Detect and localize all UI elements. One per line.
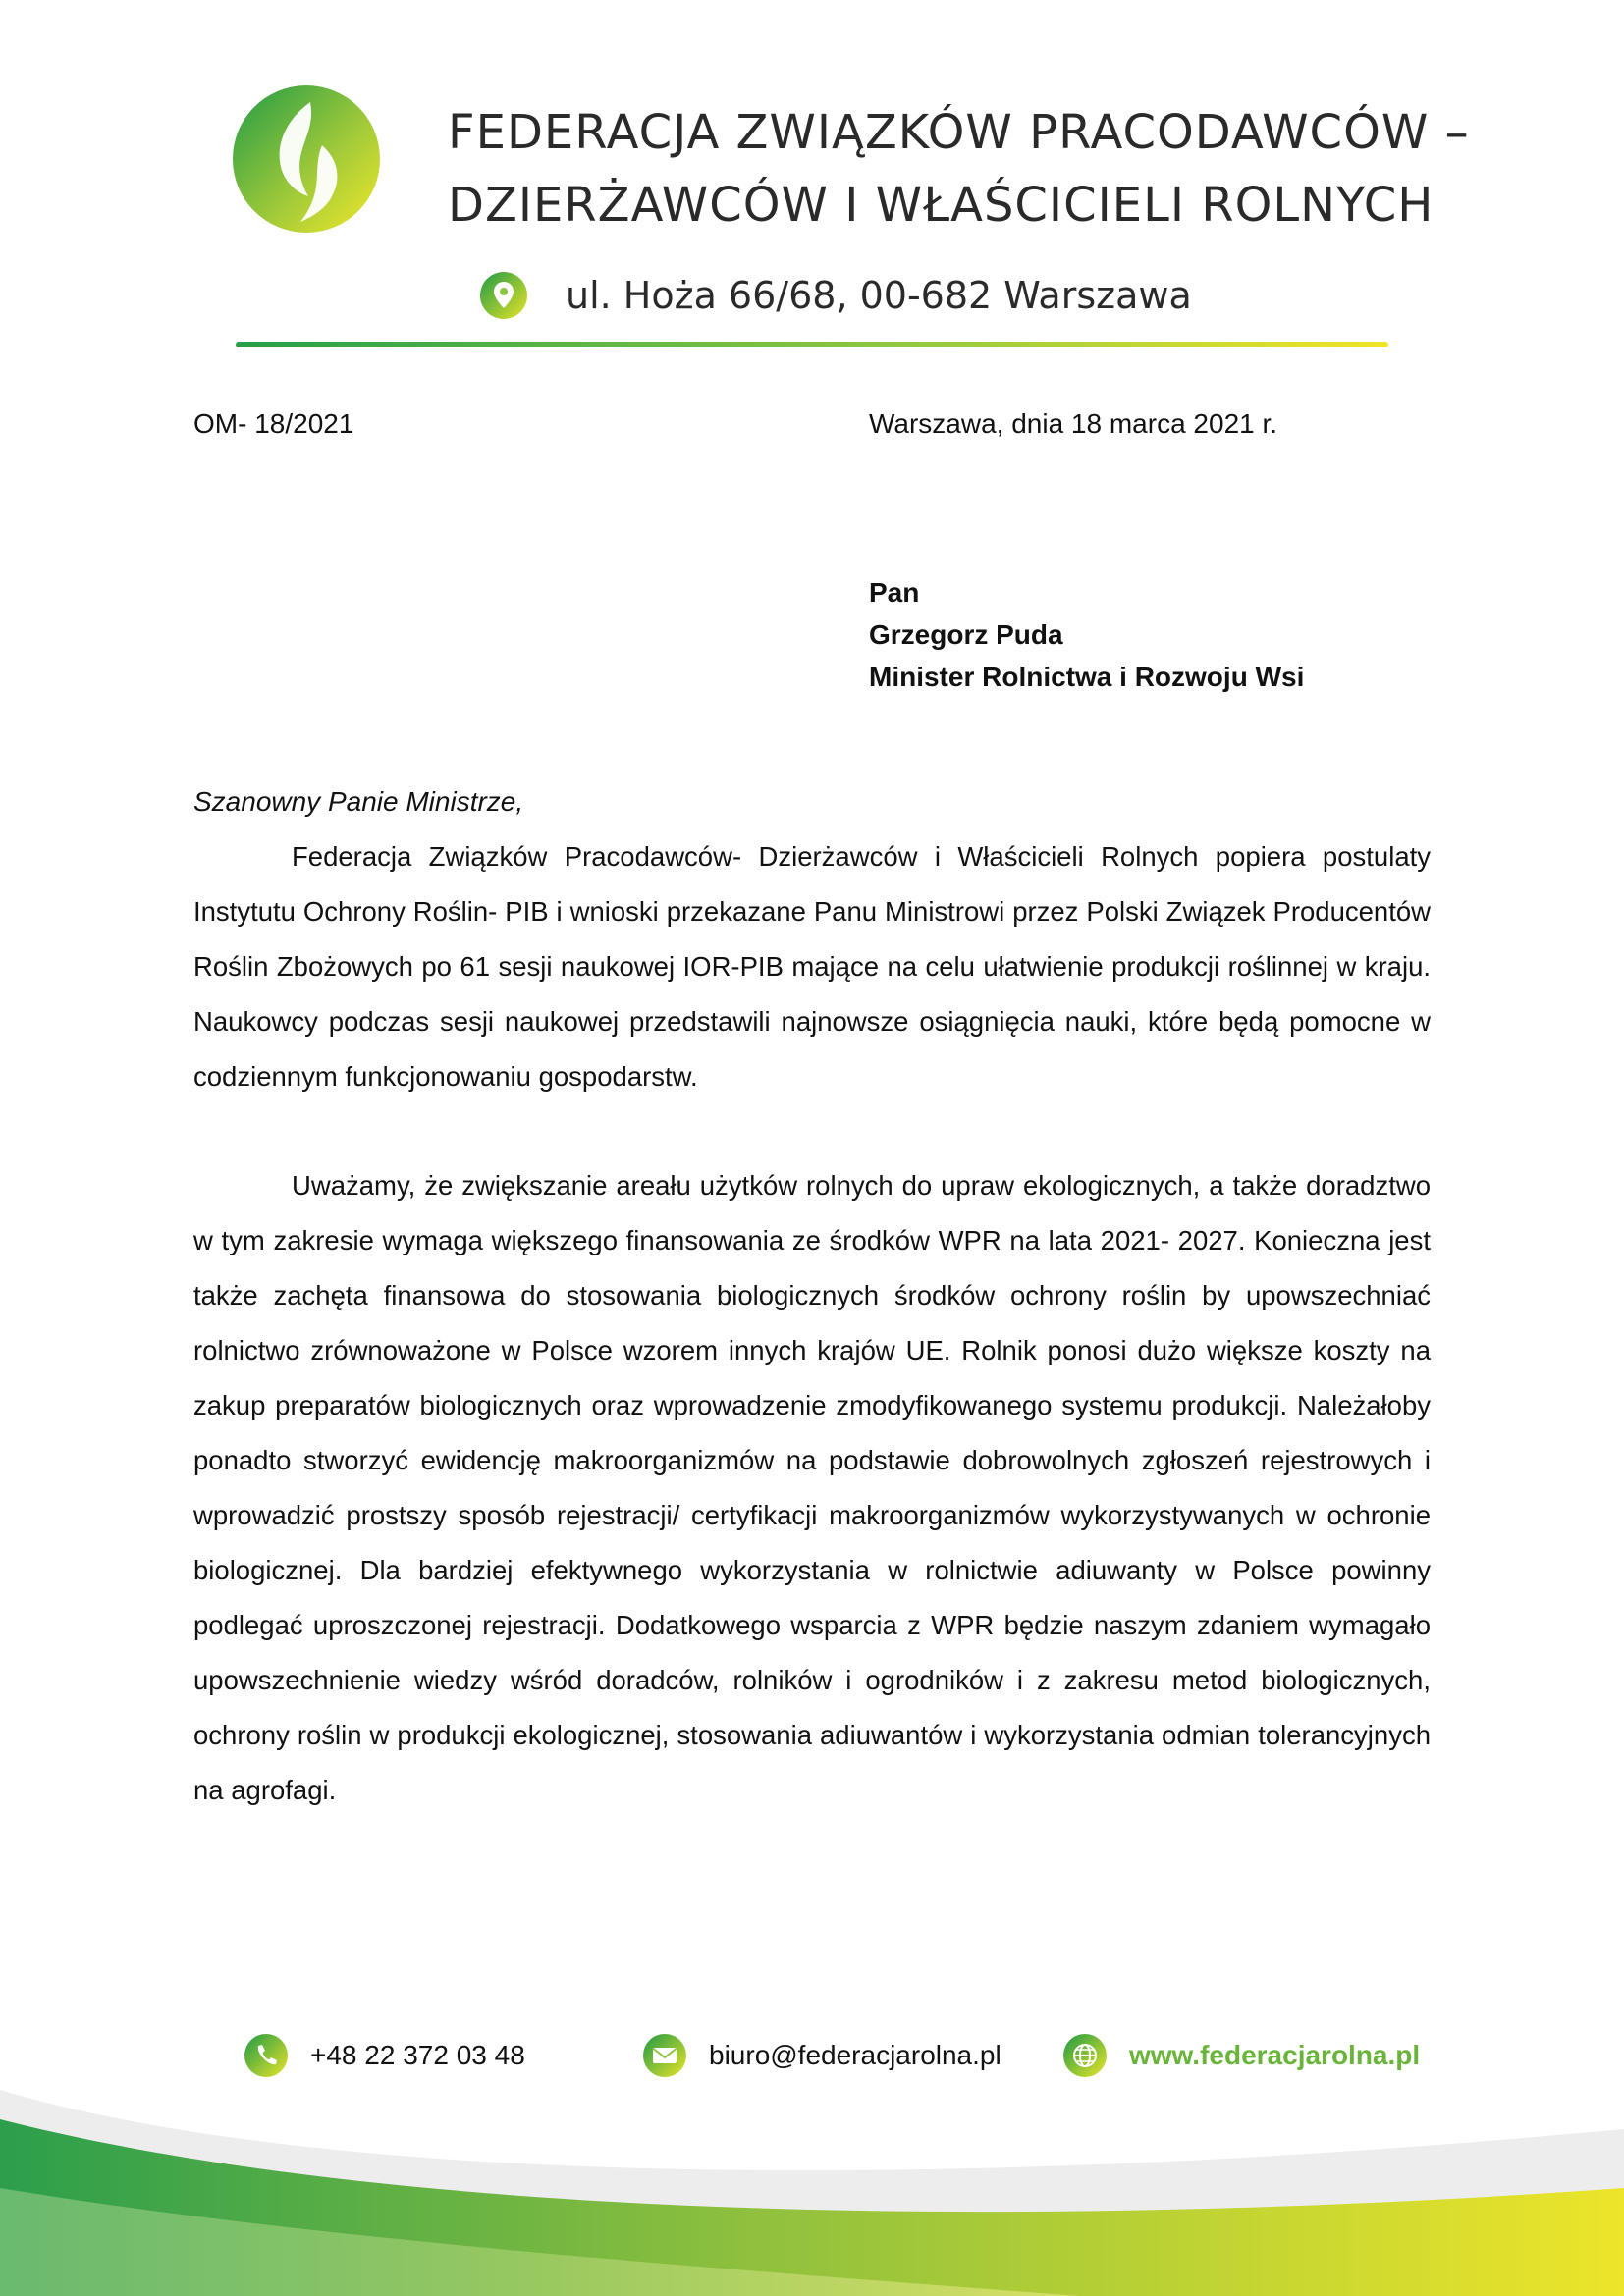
organization-name-line-2: DZIERŻAWCÓW I WŁAŚCICIELI ROLNYCH: [448, 178, 1435, 233]
globe-icon: [1062, 2033, 1108, 2078]
phone-icon: [244, 2033, 289, 2078]
address-text: ul. Hoża 66/68, 00-682 Warszawa: [566, 274, 1192, 317]
contact-website[interactable]: [1062, 2028, 1420, 2083]
contact-phone[interactable]: [244, 2028, 525, 2083]
salutation: Szanowny Panie Ministrze,: [193, 786, 524, 817]
organization-name: [448, 96, 1470, 241]
email-address: biuro@federacjarolna.pl: [709, 2040, 1001, 2070]
header-divider: [236, 342, 1388, 347]
phone-number: +48 22 372 03 48: [310, 2040, 525, 2070]
location-pin-icon: [479, 271, 528, 320]
recipient-position: Minister Rolnictwa i Rozwoju Wsi: [869, 662, 1305, 692]
paragraph-2: Uważamy, że zwiększanie areału użytków rolnych do upraw ekologicznych, a także doradztwo w tym zakresie wymaga większego finansowania ze środków WPR na lata 2021- 2027. Konieczna jest także zachęta finansowa do stosowania biologicznych środków ochrony roślin by upowszechniać rolnictwo zrównoważone w Polsce wzorem innych krajów UE. Rolnik ponosi dużo większe koszty na zakup preparatów biologicznych oraz wprowadzenie zmodyfikowanego systemu produkcji. Należałoby ponadto stworzyć ewidencję makroorganizmów na podstawie dobrowolnych zgłoszeń rejestrowych i wprowadzić prostszy sposób rejestracji/ certyfikacji makroorganizmów wykorzystywanych w ochronie biologicznej. Dla bardziej efektywnego wykorzystania w rolnictwie adiuwanty w Polsce powinny podlegać uproszczonej rejestracji. Dodatkowego wsparcia z WPR będzie naszym zdaniem wymagało upowszechnienie wiedzy wśród doradców, rolników i ogrodników i z zakresu metod biologicznych, ochrony roślin w produkcji ekologicznej, stosowania adiuwantów i wykorzystania odmian tolerancyjnych na agrofagi.: [193, 1170, 1431, 1805]
letter-date: Warszawa, dnia 18 marca 2021 r.: [869, 408, 1278, 439]
website-link: www.federacjarolna.pl: [1129, 2040, 1421, 2070]
paragraph-1: Federacja Związków Pracodawców- Dzierżawców i Właścicieli Rolnych popiera postulaty Instytutu Ochrony Roślin- PIB i wnioski przekazane Panu Ministrowi przez Polski Związek Producentów Roślin Zbożowych po 61 sesji naukowej IOR-PIB mające na celu ułatwienie produkcji roślinnej w kraju. Naukowcy podczas sesji naukowej przedstawili najnowsze osiągnięcia nauki, które będą pomocne w codziennym funkcjonowaniu gospodarstw.: [193, 841, 1431, 1092]
recipient-block: [869, 571, 1304, 698]
organization-name-line-1: FEDERACJA ZWIĄZKÓW PRACODAWCÓW –: [448, 105, 1470, 160]
recipient-title: Pan: [869, 577, 920, 608]
document-number: OM- 18/2021: [193, 408, 354, 439]
contact-email[interactable]: [642, 2028, 1001, 2083]
envelope-icon: [642, 2033, 687, 2078]
address-row: [479, 269, 1192, 322]
recipient-name: Grzegorz Puda: [869, 619, 1063, 650]
leaf-logo-icon: [232, 84, 381, 234]
